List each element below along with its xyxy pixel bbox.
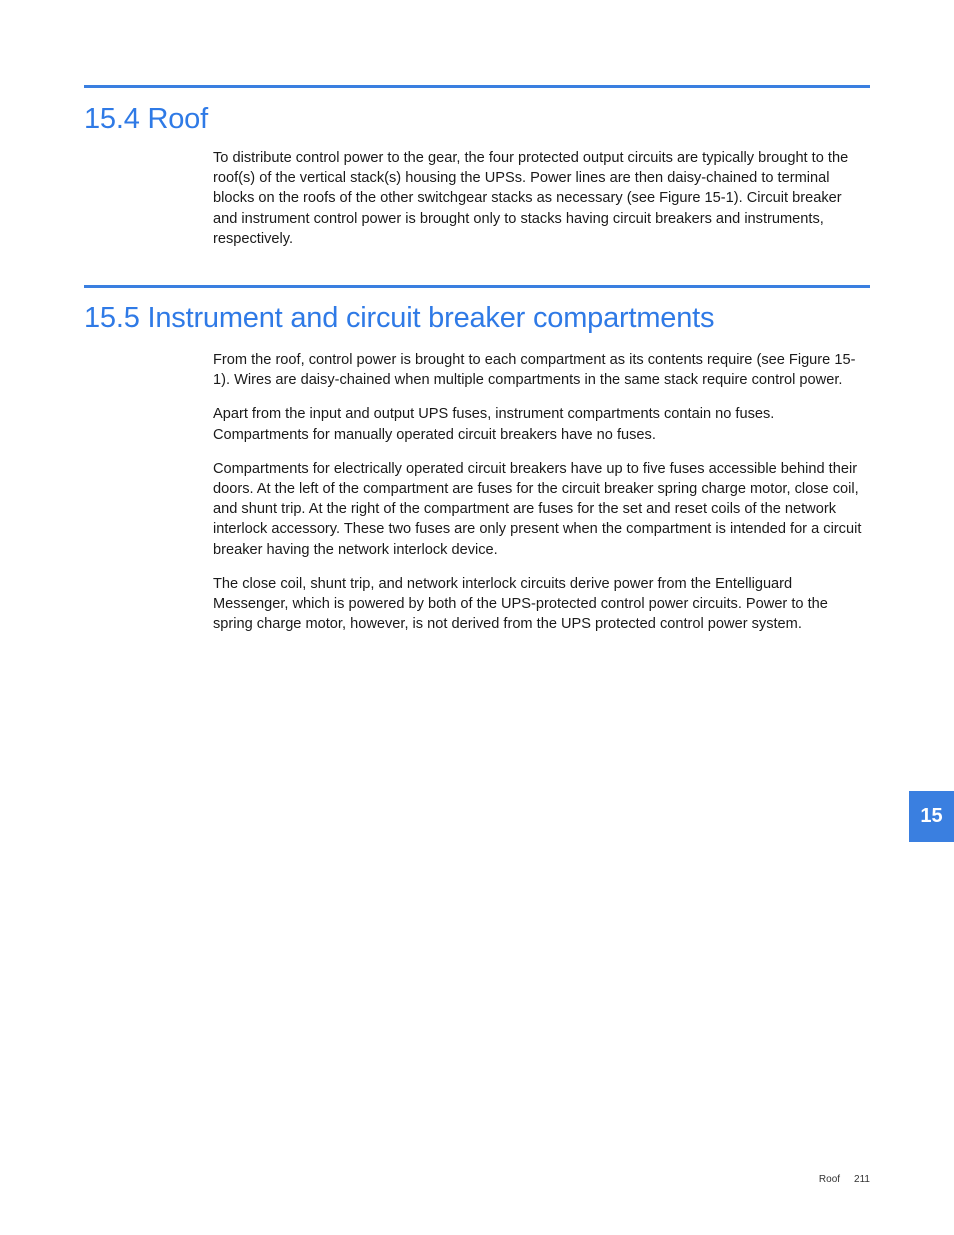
page-number: 211 <box>854 1174 870 1185</box>
section-roof <box>84 85 870 263</box>
section-divider <box>84 285 870 288</box>
section-heading-roof: 15.4 Roof <box>84 103 208 135</box>
page-footer <box>819 1174 870 1185</box>
paragraph: To distribute control power to the gear, the four protected output circuits are typically brought to the roof(s) of the vertical stack(s) housing the UPSs. Power lines are then daisy-chained to terminal blocks on the roofs of the other switchgear stacks as necessary (see Figure 15-1). Circuit breaker and instrument control power is brought only to stacks having circuit breakers and instruments, respectively. <box>213 150 849 247</box>
paragraph: Apart from the input and output UPS fuses, instrument compartments contain no fuses. Compartments for manually operated circuit breakers have no fuses. <box>213 406 775 443</box>
section-divider <box>84 85 870 88</box>
section-heading-compartments: 15.5 Instrument and circuit breaker compartments <box>84 302 715 334</box>
chapter-tab: 15 <box>909 791 954 842</box>
section-body-compartments <box>213 350 870 634</box>
section-body-roof <box>213 148 870 249</box>
paragraph: The close coil, shunt trip, and network interlock circuits derive power from the Entelliguard Messenger, which is powered by both of the UPS-protected control power circuits. Power to the spring charge motor, however, is not derived from the UPS protected control power system. <box>213 575 828 633</box>
paragraph: From the roof, control power is brought to each compartment as its contents require (see Figure 15-1). Wires are daisy-chained when multiple compartments in the same stack require control power. <box>213 352 856 389</box>
footer-section-name: Roof <box>818 1174 841 1185</box>
section-instrument-compartments <box>84 285 870 648</box>
paragraph: Compartments for electrically operated circuit breakers have up to five fuses accessible behind their doors. At the left of the compartment are fuses for the circuit breaker spring charge motor, close coil, and shunt trip. At the right of the compartment are fuses for the set and reset coils of the network interlock accessory. These two fuses are only present when the compartment is intended for a circuit breaker having the network interlock device. <box>213 460 862 558</box>
